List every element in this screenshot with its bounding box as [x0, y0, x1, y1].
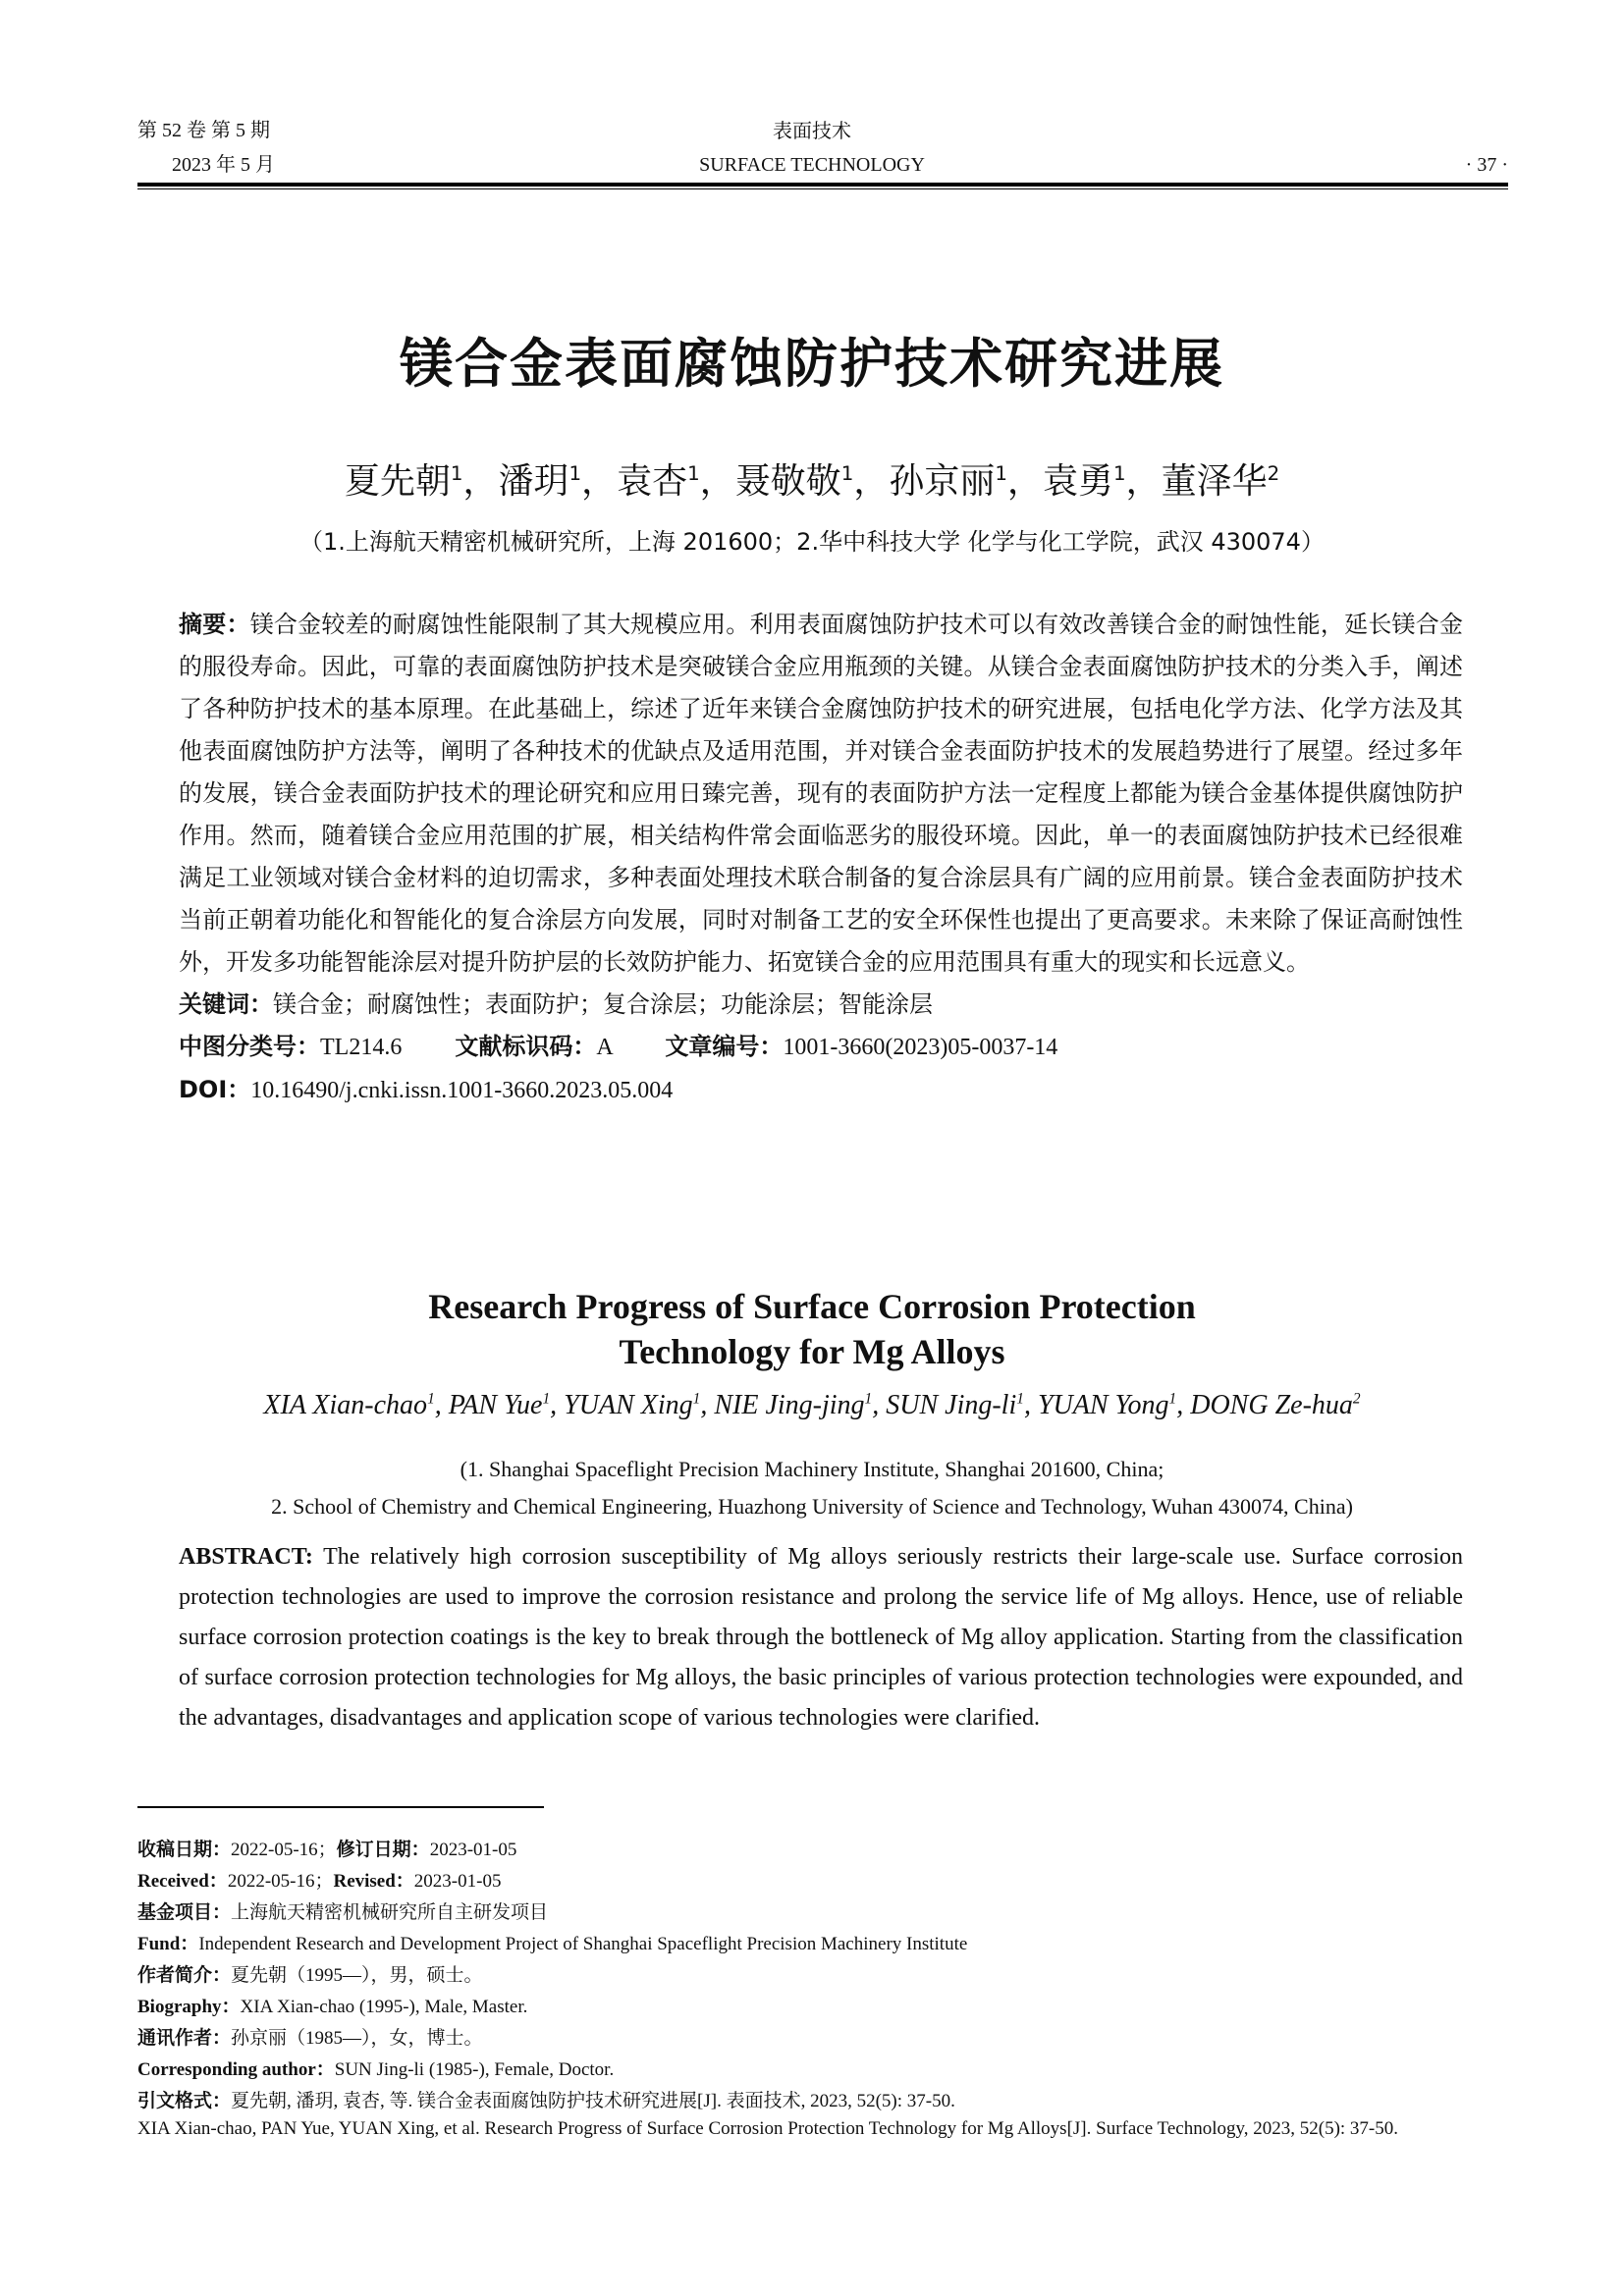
bio-cn-label: 作者简介： [137, 1964, 232, 1986]
bio-cn-text: 夏先朝（1995—），男，硕士。 [231, 1965, 483, 1986]
footnote-received-en [137, 1869, 1504, 1894]
footnote-received-cn [137, 1838, 1504, 1862]
header-journal-en: SURFACE TECHNOLOGY [699, 154, 925, 176]
header-volume: 第 52 卷 第 5 期 [137, 120, 270, 141]
doi-line [179, 1069, 1463, 1112]
header-page-number: · 37 · [1465, 154, 1508, 176]
keywords-text: 镁合金；耐腐蚀性；表面防护；复合涂层；功能涂层；智能涂层 [273, 990, 933, 1018]
received-en-date: 2022-05-16； [227, 1871, 334, 1892]
author-sup: 1 [687, 462, 700, 485]
cite-cn-label: 引文格式： [137, 2090, 232, 2111]
header-rule-thin [137, 188, 1508, 189]
author-cn: 袁勇 [1042, 461, 1113, 502]
title-cn: 镁合金表面腐蚀防护技术研究进展 [400, 333, 1224, 395]
doc-code-value: A [596, 1035, 613, 1060]
author-sup: 1 [427, 1390, 435, 1408]
header-journal-cn: 表面技术 [773, 119, 851, 142]
revised-cn-date: 2023-01-05 [429, 1840, 517, 1860]
author-en: PAN Yue [448, 1390, 543, 1420]
footnote-cite-cn [137, 2089, 1504, 2113]
footnote-bio-cn [137, 1963, 1504, 1988]
author-cn: 潘玥 [498, 461, 569, 502]
cite-cn-text: 夏先朝, 潘玥, 袁杏, 等. 镁合金表面腐蚀防护技术研究进展[J]. 表面技术, 2023, 52(5): 37-50. [231, 2091, 955, 2111]
footnote-rule [137, 1806, 544, 1808]
author-sup: 2 [1267, 462, 1280, 485]
doi-value: 10.16490/j.cnki.issn.1001-3660.2023.05.004 [250, 1078, 674, 1103]
author-cn: 董泽华 [1161, 461, 1268, 502]
author-sup: 1 [568, 462, 582, 485]
author-en: SUN Jing-li [886, 1390, 1017, 1420]
article-no-value: 1001-3660(2023)05-0037-14 [783, 1035, 1058, 1060]
fund-en-label: Fund： [137, 1934, 199, 1954]
fund-cn-label: 基金项目： [137, 1901, 232, 1923]
author-cn: 夏先朝 [344, 461, 451, 502]
author-sup: 1 [1112, 462, 1126, 485]
abstract-cn [179, 604, 1463, 984]
author-en: DONG Ze-hua [1190, 1390, 1353, 1420]
author-cn: 聂敬敬 [734, 461, 841, 502]
received-cn-label: 收稿日期： [137, 1839, 232, 1860]
received-en-label: Received： [137, 1871, 228, 1892]
author-sup: 1 [1168, 1390, 1177, 1408]
footnote-cite-en: XIA Xian-chao, PAN Yue, YUAN Xing, et al. Research Progress of Surface Corrosion Protection Technology for Mg Alloys[J]. Surface Technology, 2023, 52(5): 37-50. [137, 2118, 1399, 2139]
title-en-line: Technology for Mg Alloys [619, 1332, 1005, 1371]
author-sup: 2 [1352, 1390, 1361, 1408]
bio-en-label: Biography： [137, 1997, 241, 2017]
author-sup: 1 [450, 462, 463, 485]
author-en: YUAN Yong [1037, 1390, 1169, 1420]
title-en [0, 1284, 1624, 1374]
doi-label: DOI： [179, 1076, 251, 1103]
abstract-en-text: The relatively high corrosion susceptibility of Mg alloys seriously restricts their large-scale use. Surface corrosion protection technologies are used to improve the corrosion resistance and prolong the service life of Mg alloys. Hence, use of reliable surface corrosion protection coatings is the key to break through the bottleneck of Mg alloy application. Starting from the classification of surface corrosion protection technologies for Mg alloys, the basic principles of various protection technologies were expounded, and the advantages, disadvantages and application scope of various technologies were clarified. [179, 1544, 1463, 1731]
fund-cn-text: 上海航天精密机械研究所自主研发项目 [231, 1902, 549, 1923]
author-sup: 1 [542, 1390, 551, 1408]
abstract-cn-block [179, 604, 1463, 1112]
corr-cn-label: 通讯作者： [137, 2027, 232, 2049]
clc-label: 中图分类号： [179, 1033, 320, 1060]
footnote-corr-en [137, 2057, 1504, 2082]
footnote-corr-cn [137, 2026, 1504, 2051]
author-en: YUAN Xing [564, 1390, 693, 1420]
abstract-en-label: ABSTRACT: [179, 1544, 313, 1570]
classification-line [179, 1026, 1463, 1069]
bio-en-text: XIA Xian-chao (1995-), Male, Master. [240, 1997, 528, 2017]
revised-en-label: Revised： [333, 1871, 414, 1892]
affiliation-en-line1: (1. Shanghai Spaceflight Precision Machinery Institute, Shanghai 201600, China; [460, 1457, 1164, 1481]
fund-en-text: Independent Research and Development Project of Shanghai Spaceflight Precision Machinery Institute [198, 1934, 968, 1954]
author-cn: 袁杏 [617, 461, 688, 502]
corr-en-text: SUN Jing-li (1985-), Female, Doctor. [334, 2059, 615, 2080]
footnote-bio-en [137, 1995, 1504, 2019]
author-sup: 1 [692, 1390, 701, 1408]
revised-en-date: 2023-01-05 [413, 1871, 502, 1892]
affiliation-cn: （1.上海航天精密机械研究所，上海 201600；2.华中科技大学 化学与化工学院，武汉 430074） [299, 528, 1325, 556]
author-sup: 1 [840, 462, 854, 485]
authors-en: XIA Xian-chao$^1$, PAN Yue$^1$, YUAN Xing$^1$, NIE Jing-jing$^1$, SUN Jing-$li^1$, YUAN Yong$^1$, DONG Ze-hua$^2$ [263, 1390, 1361, 1420]
header-date: 2023 年 5 月 [172, 154, 275, 176]
author-cn: 孙京丽 [889, 461, 996, 502]
article-no-label: 文章编号： [665, 1033, 784, 1060]
abstract-en [179, 1537, 1463, 1738]
abstract-cn-label: 摘要： [179, 611, 250, 638]
author-sup: 1 [995, 462, 1007, 485]
keywords [179, 984, 1463, 1026]
authors-cn: 夏先朝$^1$，潘玥$^1$，袁杏$^1$，聂敬敬$^1$，孙京丽$^1$，袁勇$^1$，董泽华$^2$ [344, 461, 1280, 502]
corr-en-label: Corresponding author： [137, 2059, 335, 2080]
clc-value: TL214.6 [320, 1035, 403, 1060]
footnote-fund-cn [137, 1900, 1504, 1925]
author-en: NIE Jing-jing [714, 1390, 865, 1420]
author-en: XIA Xian-chao [263, 1390, 428, 1420]
author-sup: 1 [864, 1390, 873, 1408]
revised-cn-label: 修订日期： [336, 1839, 430, 1860]
keywords-label: 关键词： [179, 990, 273, 1018]
author-sup: 1 [1016, 1390, 1024, 1408]
corr-cn-text: 孙京丽（1985—），女，博士。 [231, 2028, 483, 2049]
affiliation-en-line2: 2. School of Chemistry and Chemical Engineering, Huazhong University of Science and Technology, Wuhan 430074, China) [271, 1494, 1353, 1519]
header-rule [137, 183, 1508, 187]
doc-code-label: 文献标识码： [455, 1033, 597, 1060]
abstract-cn-text: 镁合金较差的耐腐蚀性能限制了其大规模应用。利用表面腐蚀防护技术可以有效改善镁合金的耐蚀性能，延长镁合金的服役寿命。因此，可靠的表面腐蚀防护技术是突破镁合金应用瓶颈的关键。从镁合金表面腐蚀防护技术的分类入手，阐述了各种防护技术的基本原理。在此基础上，综述了近年来镁合金腐蚀防护技术的研究进展，包括电化学方法、化学方法及其他表面腐蚀防护方法等，阐明了各种技术的优缺点及适用范围，并对镁合金表面防护技术的发展趋势进行了展望。经过多年的发展，镁合金表面防护技术的理论研究和应用日臻完善，现有的表面防护方法一定程度上都能为镁合金基体提供腐蚀防护作用。然而，随着镁合金应用范围的扩展，相关结构件常会面临恶劣的服役环境。因此，单一的表面腐蚀防护技术已经很难满足工业领域对镁合金材料的迫切需求，多种表面处理技术联合制备的复合涂层具有广阔的应用前景。镁合金表面防护技术当前正朝着功能化和智能化的复合涂层方向发展，同时对制备工艺的安全环保性也提出了更高要求。未来除了保证高耐蚀性外，开发多功能智能涂层对提升防护层的长效防护能力、拓宽镁合金的应用范围具有重大的现实和长远意义。 [179, 611, 1464, 976]
received-cn-date: 2022-05-16； [231, 1840, 337, 1860]
footnote-fund-en [137, 1932, 1504, 1956]
title-en-line: Research Progress of Surface Corrosion Protection [428, 1287, 1196, 1326]
